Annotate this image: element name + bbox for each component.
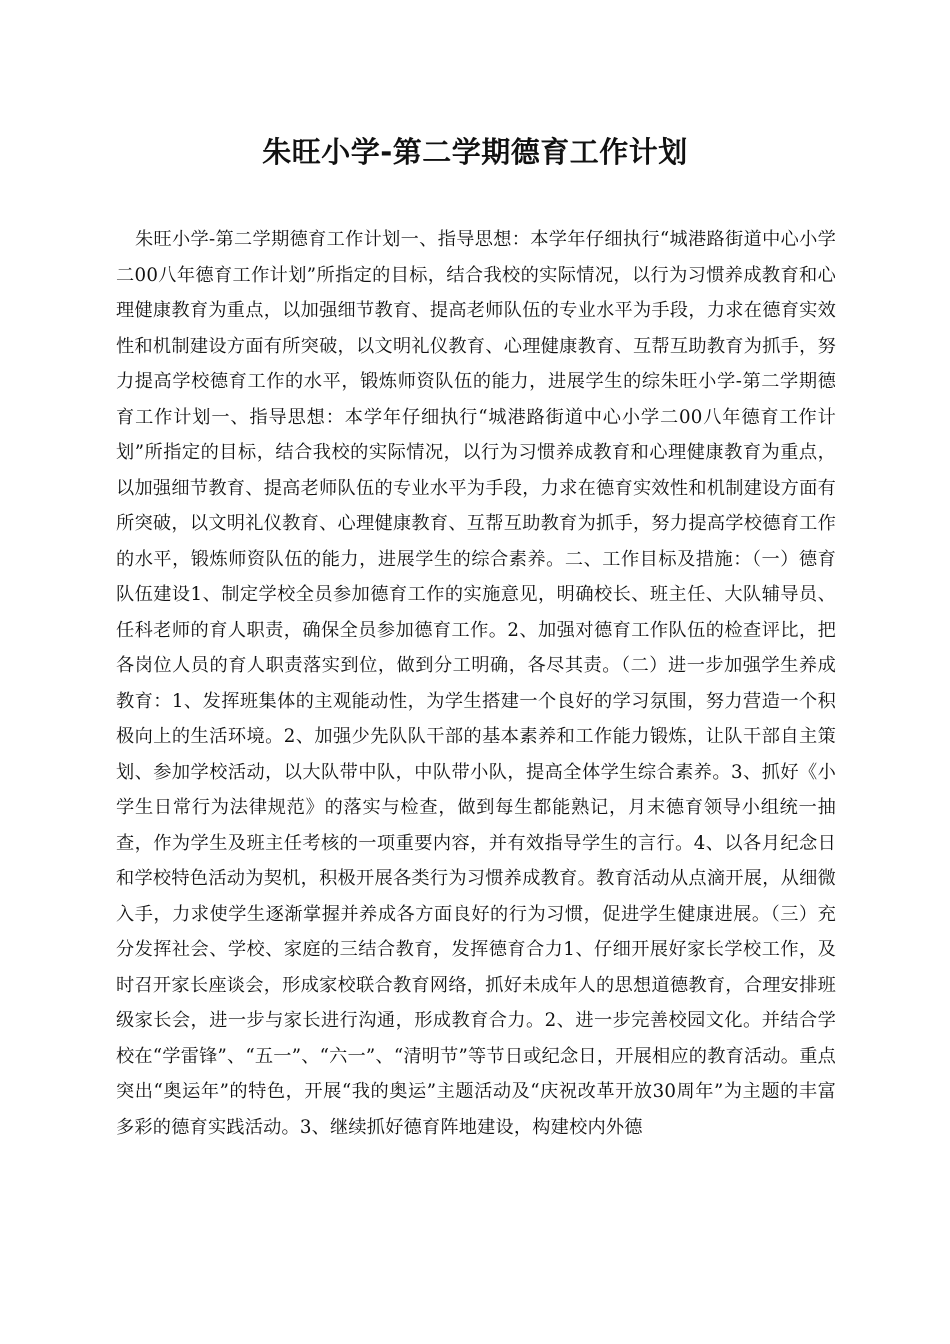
- document-body-paragraph: 朱旺小学-第二学期德育工作计划一、指导思想：本学年仔细执行“城港路街道中心小学二00八年德育工作计划”所指定的目标，结合我校的实际情况，以行为习惯养成教育和心理健康教育为重点，以加强细节教育、提高老师队伍的专业水平为手段，力求在德育实效性和机制建设方面有所突破，以文明礼仪教育、心理健康教育、互帮互助教育为抓手，努力提高学校德育工作的水平，锻炼师资队伍的能力，进展学生的综朱旺小学-第二学期德育工作计划一、指导思想：本学年仔细执行“城港路街道中心小学二00八年德育工作计划”所指定的目标，结合我校的实际情况，以行为习惯养成教育和心理健康教育为重点，以加强细节教育、提高老师队伍的专业水平为手段，力求在德育实效性和机制建设方面有所突破，以文明礼仪教育、心理健康教育、互帮互助教育为抓手，努力提高学校德育工作的水平，锻炼师资队伍的能力，进展学生的综合素养。二、工作目标及措施：（一）德育队伍建设1、制定学校全员参加德育工作的实施意见，明确校长、班主任、大队辅导员、任科老师的育人职责，确保全员参加德育工作。2、加强对德育工作队伍的检查评比，把各岗位人员的育人职责落实到位，做到分工明确，各尽其责。（二）进一步加强学生养成教育：1、发挥班集体的主观能动性，为学生搭建一个良好的学习氛围，努力营造一个积极向上的生活环境。2、加强少先队队干部的基本素养和工作能力锻炼，让队干部自主策划、参加学校活动，以大队带中队，中队带小队，提高全体学生综合素养。3、抓好《小学生日常行为法律规范》的落实与检查，做到每生都能熟记，月末德育领导小组统一抽查，作为学生及班主任考核的一项重要内容，并有效指导学生的言行。4、以各月纪念日和学校特色活动为契机，积极开展各类行为习惯养成教育。教育活动从点滴开展，从细微入手，力求使学生逐渐掌握并养成各方面良好的行为习惯，促进学生健康进展。（三）充分发挥社会、学校、家庭的三结合教育，发挥德育合力1、仔细开展好家长学校工作，及时召开家长座谈会，形成家校联合教育网络，抓好未成年人的思想道德教育，合理安排班级家长会，进一步与家长进行沟通，形成教育合力。2、进一步完善校园文化。并结合学校在“学雷锋”、“五一”、“六一”、“清明节”等节日或纪念日，开展相应的教育活动。重点突出“奥运年”的特色，开展“我的奥运”主题活动及“庆祝改革开放30周年”为主题的丰富多彩的德育实践活动。3、继续抓好德育阵地建设，构建校内外德: [116, 229, 836, 1138]
- document-title: 朱旺小学-第二学期德育工作计划: [262, 135, 688, 169]
